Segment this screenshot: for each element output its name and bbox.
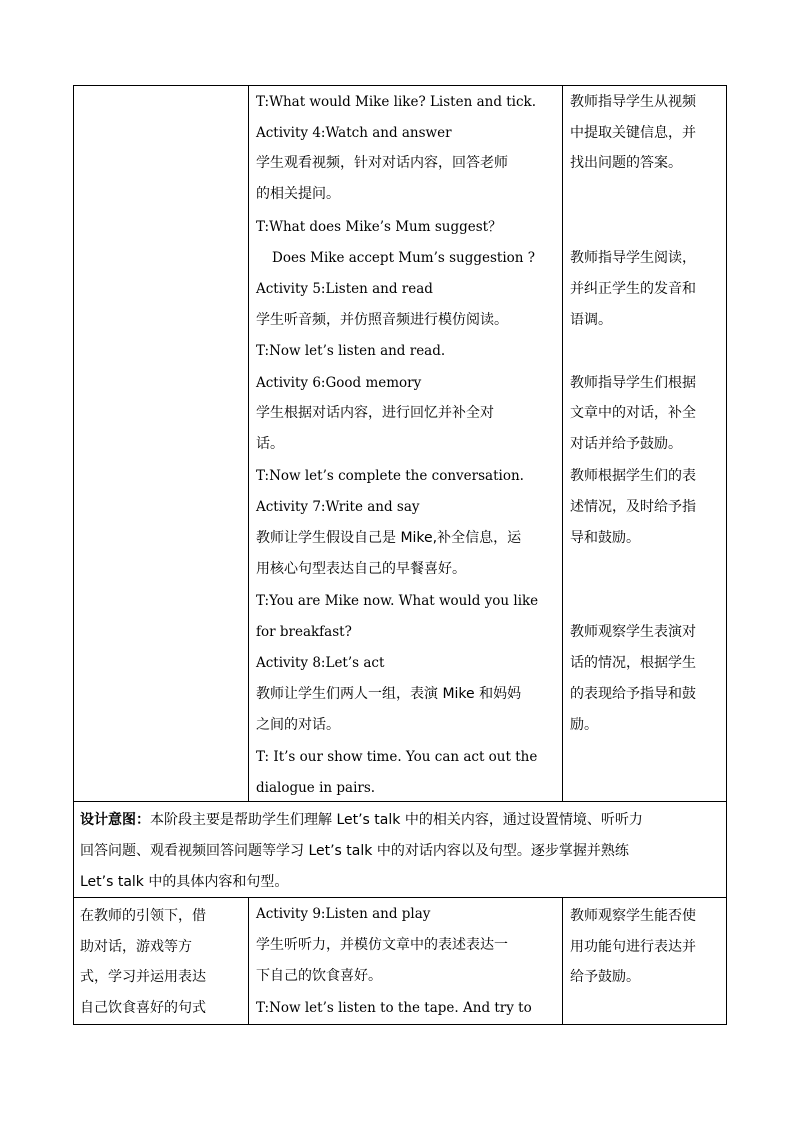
objective-line: 自己饮食喜好的句式 xyxy=(80,1000,206,1016)
design-intention-line: 回答问题、观看视频回答问题等学习 Let’s talk 中的对话内容以及句型。逐步掌握并熟练 xyxy=(80,843,629,859)
guidance-line: 励。 xyxy=(570,717,598,733)
procedure-line: dialogue in pairs. xyxy=(256,780,376,796)
activity-heading: Activity 4:Watch and answer xyxy=(256,125,452,141)
objective-line: 助对话，游戏等方 xyxy=(80,939,192,955)
procedure-line: T:What would Mike like? Listen and tick. xyxy=(256,94,537,110)
design-intention-label: 设计意图： xyxy=(80,812,150,828)
guidance-line: 给予鼓励。 xyxy=(570,969,640,985)
procedure-line: 下自己的饮食喜好。 xyxy=(256,968,382,984)
col-divider-1b xyxy=(248,897,249,1025)
procedure-line: 教师让学生们两人一组，表演 Mike 和妈妈 xyxy=(256,686,522,702)
procedure-line: T:Now let’s listen to the tape. And try to xyxy=(256,1000,532,1016)
objective-line: 式，学习并运用表达 xyxy=(80,969,206,985)
procedure-line: 之间的对话。 xyxy=(256,717,340,733)
procedure-line: 学生听听力，并模仿文章中的表述表达一 xyxy=(256,937,508,953)
guidance-line: 找出问题的答案。 xyxy=(570,155,682,171)
guidance-line: 教师指导学生从视频 xyxy=(570,94,696,110)
activity-heading: Activity 5:Listen and read xyxy=(256,281,433,297)
guidance-line: 述情况，及时给予指 xyxy=(570,499,696,515)
table-border-right xyxy=(726,85,727,1025)
procedure-line: T: It’s our show time. You can act out the xyxy=(256,749,538,765)
procedure-line: T:What does Mike’s Mum suggest？ xyxy=(256,219,502,235)
table-border-top xyxy=(73,85,727,86)
guidance-line: 的表现给予指导和鼓 xyxy=(570,686,696,702)
guidance-line: 导和鼓励。 xyxy=(570,530,640,546)
guidance-line: 话的情况，根据学生 xyxy=(570,655,696,671)
row-divider-2 xyxy=(73,897,727,898)
activity-heading: Activity 7:Write and say xyxy=(256,499,420,515)
guidance-line: 用功能句进行表达并 xyxy=(570,939,696,955)
guidance-line: 语调。 xyxy=(570,312,612,328)
col-divider-1a xyxy=(248,85,249,801)
guidance-line: 并纠正学生的发音和 xyxy=(570,281,696,297)
table-border-bottom xyxy=(73,1024,727,1025)
guidance-line: 中提取关键信息，并 xyxy=(570,125,696,141)
guidance-line: 教师指导学生们根据 xyxy=(570,375,696,391)
procedure-line: Does Mike accept Mum’s suggestion ? xyxy=(272,250,536,266)
col-divider-2a xyxy=(562,85,563,801)
guidance-line: 教师观察学生表演对 xyxy=(570,624,696,640)
procedure-line: T:Now let’s complete the conversation. xyxy=(256,468,524,484)
guidance-line: 对话并给予鼓励。 xyxy=(570,436,682,452)
design-intention-line: Let’s talk 中的具体内容和句型。 xyxy=(80,874,289,890)
procedure-line: 教师让学生假设自己是 Mike,补全信息，运 xyxy=(256,530,522,546)
objective-line: 在教师的引领下，借 xyxy=(80,908,206,924)
activity-heading: Activity 8:Let’s act xyxy=(256,655,385,671)
procedure-line: 学生根据对话内容，进行回忆并补全对 xyxy=(256,405,494,421)
procedure-line: for breakfast? xyxy=(256,624,352,640)
procedure-line: 学生听音频，并仿照音频进行模仿阅读。 xyxy=(256,312,508,328)
table-border-left xyxy=(73,85,74,1025)
procedure-line: 话。 xyxy=(256,436,284,452)
procedure-line: 学生观看视频，针对对话内容，回答老师 xyxy=(256,155,508,171)
guidance-line: 文章中的对话，补全 xyxy=(570,405,696,421)
design-intention-line xyxy=(80,810,643,830)
design-intention-text: 本阶段主要是帮助学生们理解 Let’s talk 中的相关内容，通过设置情境、听听力 xyxy=(150,812,643,828)
procedure-line: T:You are Mike now. What would you like xyxy=(256,593,539,609)
guidance-line: 教师指导学生阅读， xyxy=(570,250,696,266)
procedure-line: T:Now let’s listen and read. xyxy=(256,343,446,359)
col-divider-2b xyxy=(562,897,563,1025)
activity-heading: Activity 6:Good memory xyxy=(256,375,422,391)
procedure-line: 的相关提问。 xyxy=(256,186,340,202)
procedure-line: 用核心句型表达自己的早餐喜好。 xyxy=(256,561,466,577)
guidance-line: 教师观察学生能否使 xyxy=(570,908,696,924)
row-divider-1 xyxy=(73,801,727,802)
guidance-line: 教师根据学生们的表 xyxy=(570,468,696,484)
activity-heading: Activity 9:Listen and play xyxy=(256,906,431,922)
